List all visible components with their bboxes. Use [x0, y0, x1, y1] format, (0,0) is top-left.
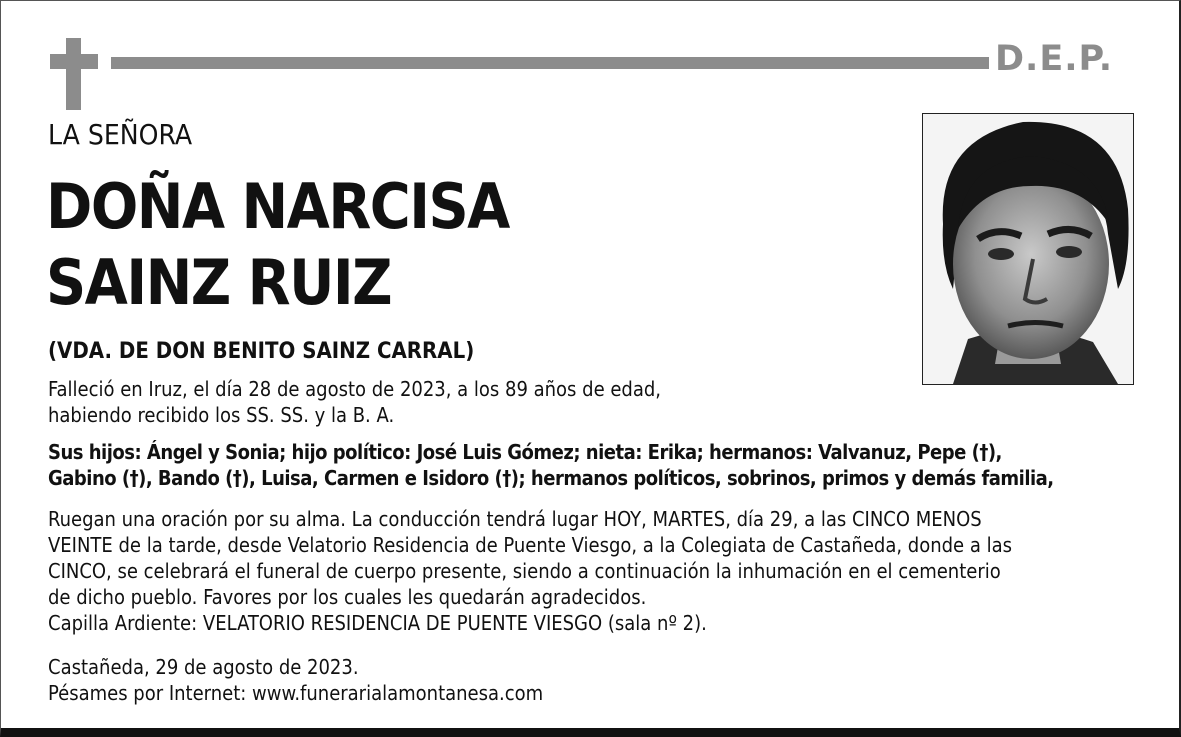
footer-details: [48, 654, 543, 706]
death-line: habiendo recibido los SS. SS. y la B. A.: [48, 403, 395, 427]
deceased-name: [46, 169, 509, 321]
family-line: Sus hijos: Ángel y Sonia; hijo político: José Luis Gómez; nieta: Erika; hermanos: Valvanuz, Pepe (†),: [48, 440, 1002, 464]
death-line: Falleció en Iruz, el día 28 de agosto de 2023, a los 89 años de edad,: [48, 377, 662, 401]
header-rule: [111, 57, 989, 69]
family-line: Gabino (†), Bando (†), Luisa, Carmen e Isidoro (†); hermanos políticos, sobrinos, primos y demás familia,: [48, 466, 1054, 490]
cross-icon-arm: [50, 54, 98, 69]
service-line: VEINTE de la tarde, desde Velatorio Residencia de Puente Viesgo, a la Colegiata de Castañeda, donde a las: [48, 533, 1012, 557]
portrait-image: [923, 114, 1133, 384]
cross-icon: [66, 38, 81, 110]
place-date: Castañeda, 29 de agosto de 2023.: [48, 655, 359, 679]
service-details: [48, 506, 1012, 636]
name-line-1: DOÑA NARCISA: [46, 170, 509, 243]
honorific-prefix: LA SEÑORA: [48, 118, 193, 151]
dep-label: D.E.P.: [995, 39, 1114, 79]
service-line: CINCO, se celebrará el funeral de cuerpo presente, siendo a continuación la inhumación en el cementerio: [48, 559, 1001, 583]
service-line: Capilla Ardiente: VELATORIO RESIDENCIA DE PUENTE VIESGO (sala nº 2).: [48, 611, 707, 635]
death-details: [48, 376, 661, 428]
portrait-photo: [922, 113, 1134, 385]
name-line-2: SAINZ RUIZ: [46, 246, 392, 319]
condolences-link: Pésames por Internet: www.funerarialamontanesa.com: [48, 681, 544, 705]
family-list: [48, 439, 1054, 491]
service-line: de dicho pueblo. Favores por los cuales les quedarán agradecidos.: [48, 585, 647, 609]
service-line: Ruegan una oración por su alma. La conducción tendrá lugar HOY, MARTES, día 29, a las CINCO MENOS: [48, 507, 982, 531]
widow-of: (VDA. DE DON BENITO SAINZ CARRAL): [48, 339, 475, 364]
